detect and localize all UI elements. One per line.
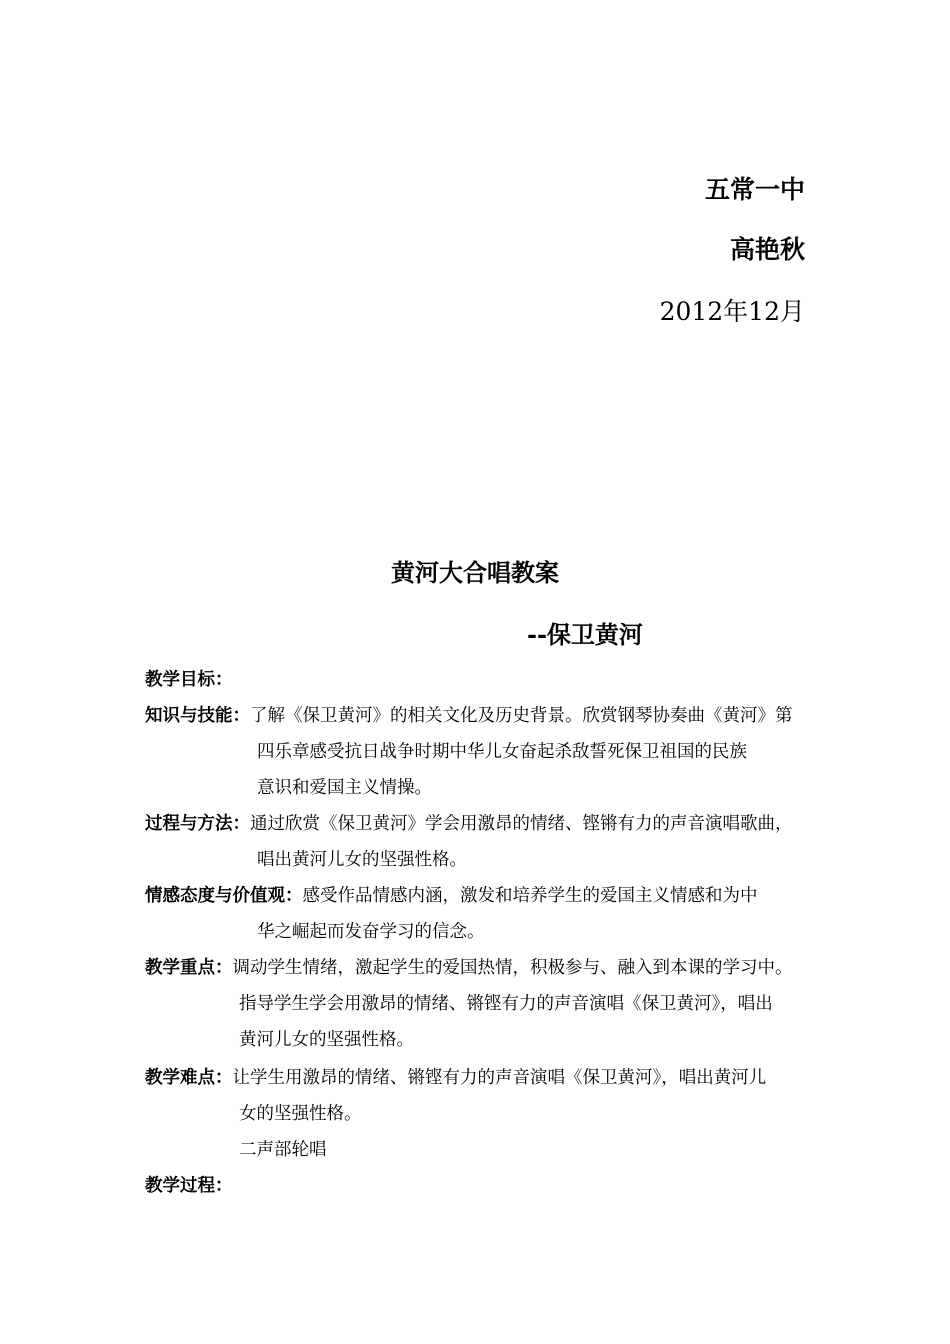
knowledge-line-3: 意识和爱国主义情操。 <box>257 778 432 798</box>
key-points-line-3: 黄河儿女的坚强性格。 <box>239 1030 414 1050</box>
school-name: 五常一中 <box>704 175 805 204</box>
difficulties-line-1: 让学生用激昂的情绪、锵铿有力的声音演唱《保卫黄河》，唱出黄河儿 <box>232 1068 767 1088</box>
emotion-label: 情感态度与价值观： <box>145 886 303 906</box>
knowledge-label: 知识与技能： <box>145 706 250 726</box>
knowledge-section <box>145 699 793 733</box>
objectives-heading: 教学目标： <box>145 670 233 690</box>
process-method-section <box>145 807 793 841</box>
key-points-line-1: 调动学生情绪，激起学生的爱国热情，积极参与、融入到本课的学习中。 <box>232 958 793 978</box>
emotion-line-2: 华之崛起而发奋学习的信念。 <box>257 922 485 942</box>
lesson-title: 黄河大合唱教案 <box>391 558 559 587</box>
difficulties-line-2: 女的坚强性格。 <box>239 1104 362 1124</box>
emotion-section <box>145 879 758 913</box>
author-name: 高艳秋 <box>729 235 805 264</box>
process-method-line-2: 唱出黄河儿女的坚强性格。 <box>257 850 467 870</box>
key-points-section <box>145 951 793 985</box>
emotion-line-1: 感受作品情感内涵，激发和培养学生的爱国主义情感和为中 <box>302 886 758 906</box>
process-method-line-1: 通过欣赏《保卫黄河》学会用激昂的情绪、铿锵有力的声音演唱歌曲， <box>250 814 793 834</box>
difficulties-label: 教学难点： <box>145 1068 233 1088</box>
knowledge-line-1: 了解《保卫黄河》的相关文化及历史背景。欣赏钢琴协奏曲《黄河》第 <box>250 706 793 726</box>
process-method-label: 过程与方法： <box>145 814 250 834</box>
difficulties-line-3: 二声部轮唱 <box>239 1140 327 1160</box>
key-points-line-2: 指导学生学会用激昂的情绪、锵铿有力的声音演唱《保卫黄河》，唱出 <box>239 994 773 1014</box>
lesson-subtitle: --保卫黄河 <box>527 620 643 649</box>
process-heading: 教学过程： <box>145 1176 233 1196</box>
difficulties-section <box>145 1061 766 1095</box>
knowledge-line-2: 四乐章感受抗日战争时期中华儿女奋起杀敌誓死保卫祖国的民族 <box>257 742 747 762</box>
date: 2012年12月 <box>659 297 805 326</box>
key-points-label: 教学重点： <box>145 958 233 978</box>
